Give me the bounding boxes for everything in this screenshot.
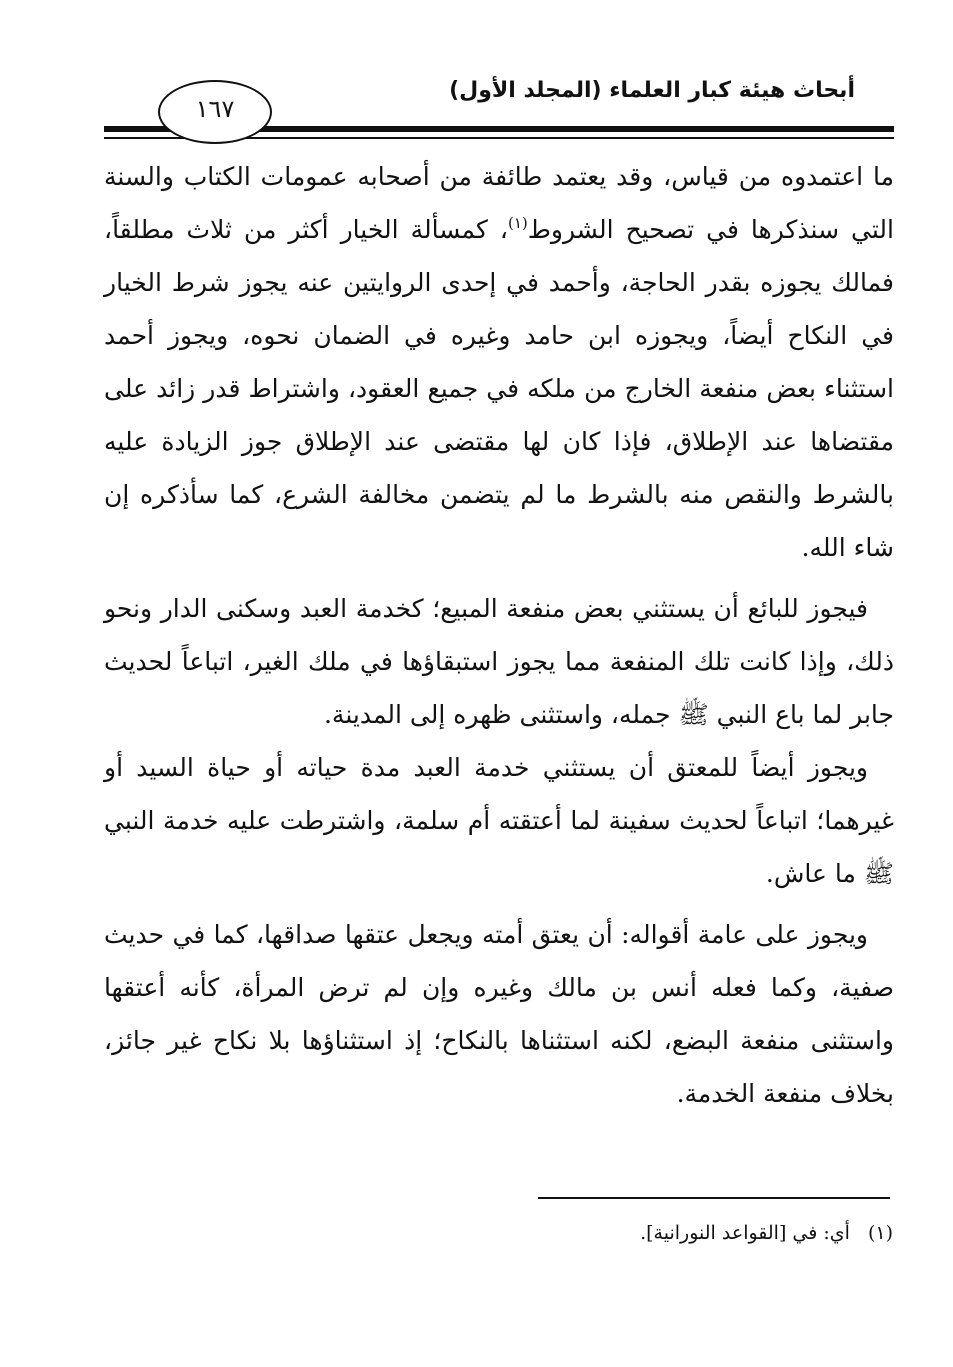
page-number-oval: [158, 80, 272, 144]
paragraph-4: ويجوز على عامة أقواله: أن يعتق أمته ويجعل عتقها صداقها، كما في حديث صفية، وكما فعله أنس بن مالك وغيره وإن لم ترض المرأة، كأنه أعتقها واستثنى منفعة البضع، لكنه استثناها بالنكاح؛ إذ استثناؤها بلا نكاح غير جائز، بخلاف منفعة الخدمة.: [104, 920, 894, 1108]
page-number: ١٦٧: [195, 95, 235, 123]
running-title: أبحاث هيئة كبار العلماء (المجلد الأول): [449, 78, 855, 103]
footnote-separator: [538, 1197, 890, 1199]
paragraph-1: [104, 150, 894, 574]
paragraph-2: فيجوز للبائع أن يستثني بعض منفعة المبيع؛ كخدمة العبد وسكنى الدار ونحو ذلك، وإذا كانت تلك المنفعة مما يجوز استبقاؤها في ملك الغير، اتباعاً لحديث جابر لما باع النبي ﷺ جمله، واستثنى ظهره إلى المدينة.: [104, 594, 894, 729]
footnote-text: أي: في [القواعد النورانية].: [640, 1222, 850, 1244]
paragraph-1-before-note: ما اعتمدوه من قياس، وقد يعتمد طائفة من أصحابه عمومات الكتاب والسنة التي سنذكرها في تصحيح الشروط: [104, 162, 894, 244]
footnote-marker: (١): [867, 1222, 893, 1244]
footnote: [293, 1222, 893, 1244]
body-text: [104, 150, 894, 1120]
paragraph-1-after-note: ، كمسألة الخيار أكثر من ثلاث مطلقاً، فمالك يجوزه بقدر الحاجة، وأحمد في إحدى الروايتين عنه يجوز شرط الخيار في النكاح أيضاً، ويجوزه ابن حامد وغيره في الضمان نحوه، ويجوز أحمد استثناء بعض منفعة الخارج من ملكه في جميع العقود، واشتراط قدر زائد على مقتضاها عند الإطلاق، فإذا كان لها مقتضى عند الإطلاق جوز الزيادة عليه بالشرط والنقص منه بالشرط ما لم يتضمن مخالفة الشرع، كما سأذكره إن شاء الله.: [104, 215, 894, 562]
footnote-reference[interactable]: (١): [507, 214, 528, 232]
paragraph-3: ويجوز أيضاً للمعتق أن يستثني خدمة العبد مدة حياته أو حياة السيد أو غيرهما؛ اتباعاً لحديث سفينة لما أعتقته أم سلمة، واشترطت عليه خدمة النبي ﷺ ما عاش.: [104, 753, 894, 888]
